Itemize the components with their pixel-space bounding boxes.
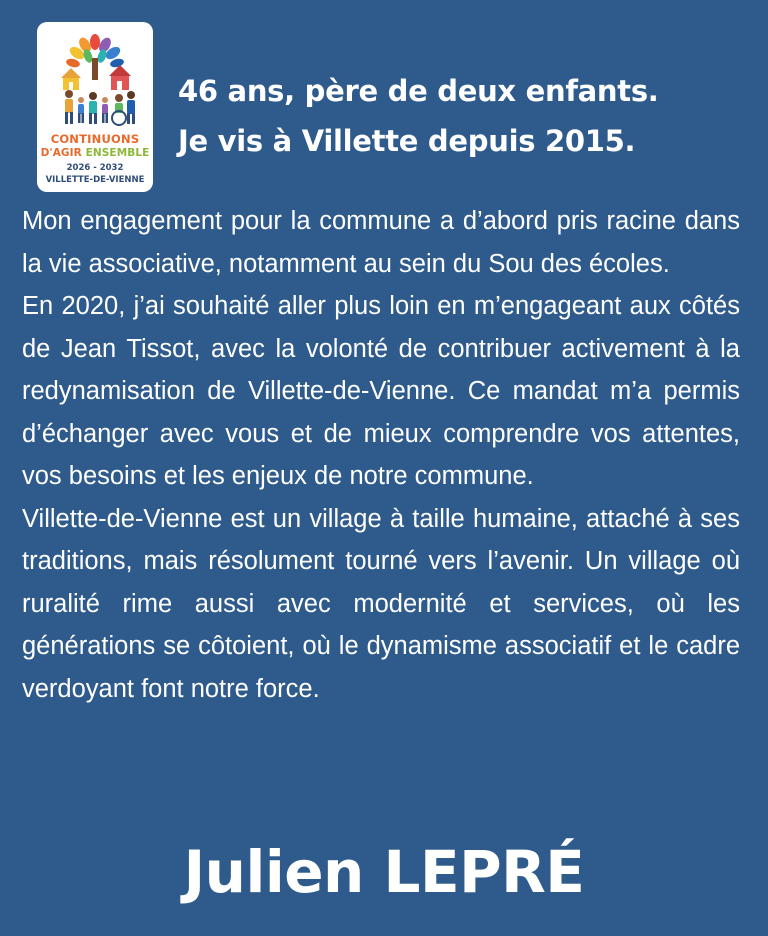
tree-houses-people-icon bbox=[47, 32, 143, 128]
bio-paragraph-3: Villette-de-Vienne est un village à taille humaine, attaché à ses traditions, mais résolument tourné vers l’avenir. Un village où ruralité rime aussi avec modernité et services, où les générations se côtoient, où le dynamisme associatif et le cadre verdoyant font notre force. bbox=[22, 504, 740, 703]
bio-paragraph-1: Mon engagement pour la commune a d’abord pris racine dans la vie associative, notamment au sein du Sou des écoles. bbox=[22, 207, 740, 278]
logo-subtitle bbox=[37, 147, 153, 159]
headline-line-2: Je vis à Villette depuis 2015. bbox=[178, 124, 636, 158]
logo-years: 2026 - 2032 bbox=[66, 163, 124, 173]
headline-line-1: 46 ans, père de deux enfants. bbox=[178, 74, 659, 108]
logo-title: CONTINUONS bbox=[50, 132, 140, 146]
logo-subtitle-part2: ENSEMBLE bbox=[85, 147, 150, 159]
bio-paragraph-2: En 2020, j’ai souhaité aller plus loin en m’engageant aux côtés de Jean Tissot, avec la volonté de contribuer activement à la redynamisation de Villette-de-Vienne. Ce mandat m’a permis d’échanger avec vous et de mieux comprendre vos attentes, vos besoins et les enjeux de notre commune. bbox=[22, 292, 740, 490]
logo-town: VILLETTE-DE-VIENNE bbox=[45, 175, 145, 185]
candidate-name: Julien LEPRÉ bbox=[183, 838, 585, 906]
logo-subtitle-part1: D'AGIR bbox=[40, 147, 82, 159]
intro-headline bbox=[178, 66, 659, 166]
biography-text bbox=[22, 200, 740, 710]
campaign-logo bbox=[37, 22, 153, 192]
